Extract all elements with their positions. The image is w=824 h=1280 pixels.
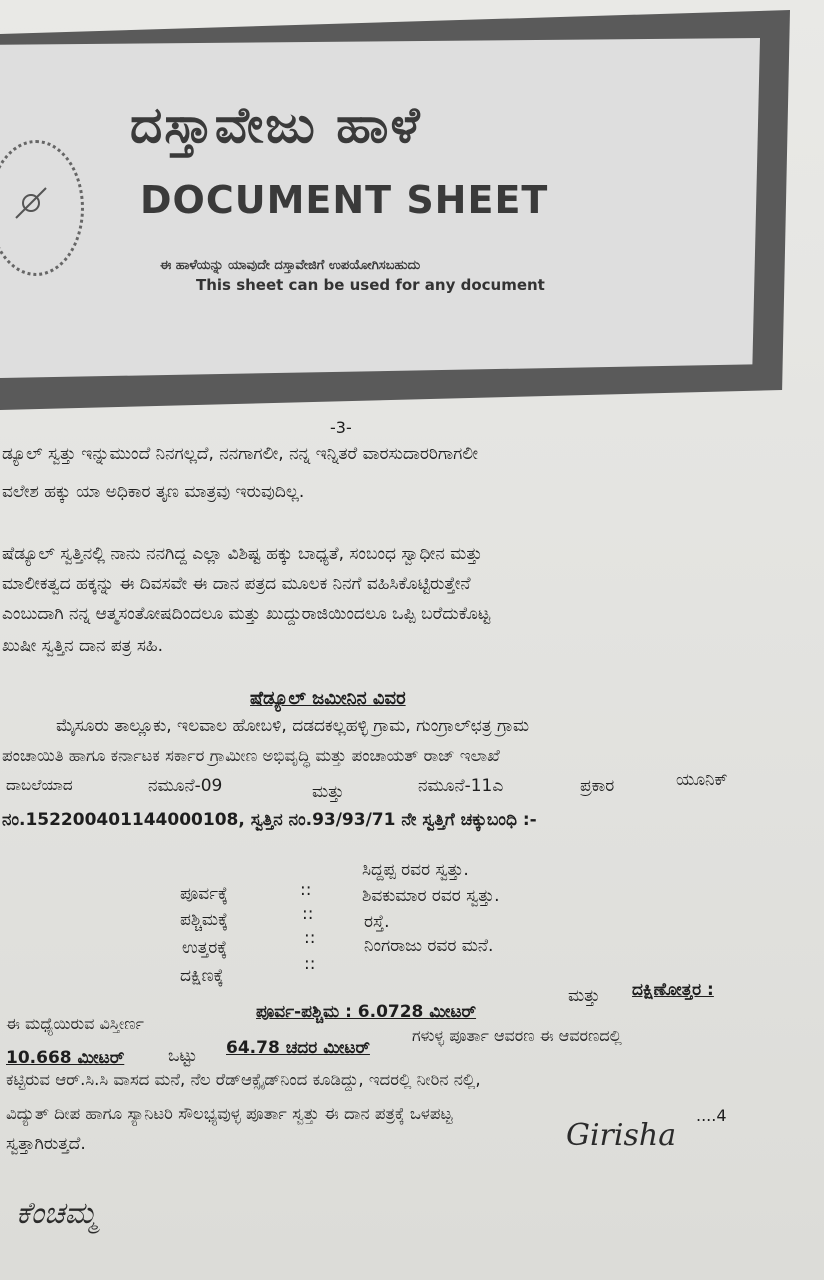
- header-subtitle-kannada: ಈ ಹಾಳೆಯನ್ನು ಯಾವುದೇ ದಸ್ತಾವೇಜಿಗೆ ಉಪಯೋಗಿಸಬಹುದು: [160, 258, 421, 273]
- measure-text: ಒಟ್ಟು: [168, 1046, 198, 1066]
- paragraph-line: ವಲೇಶ ಹಕ್ಕು ಯಾ ಅಧಿಕಾರ ತೃಣ ಮಾತ್ರವು ಇರುವುದಿಲ್ಲ.: [2, 482, 305, 502]
- measure-east-west: ಪೂರ್ವ-ಪಶ್ಚಿಮ : 6.0728 ಮೀಟರ್: [256, 1002, 477, 1022]
- paragraph-line: ಖುಷೀ ಸ್ವತ್ತಿನ ದಾನ ಪತ್ರ ಸಹಿ.: [2, 636, 163, 656]
- header-title-kannada: ದಸ್ತಾವೇಜು ಹಾಳೆ: [130, 96, 422, 154]
- schedule-word: ಮತ್ತು: [312, 782, 345, 802]
- boundary-separator: ::: [300, 880, 312, 900]
- boundary-value: ಶಿವಕುಮಾರ ರವರ ಸ್ವತ್ತು.: [362, 886, 500, 906]
- boundary-separator: ::: [304, 928, 316, 948]
- schedule-word: ದಾಬಲೆಯಾದ: [6, 776, 73, 794]
- boundary-separator: ::: [302, 904, 314, 924]
- boundary-value: ರಸ್ತೆ.: [364, 912, 390, 932]
- paragraph-line: ಎಂಬುದಾಗಿ ನನ್ನ ಆತ್ಮಸಂತೋಷದಿಂದಲೂ ಮತ್ತು ಖುದ್ದುರಾಜಿಯಿಂದಲೂ ಒಪ್ಪಿ ಬರೆದುಕೊಟ್ಟ: [2, 604, 491, 624]
- header-subtitle-english: This sheet can be used for any document: [196, 276, 545, 294]
- boundary-direction: ಪಶ್ಚಿಮಕ್ಕೆ: [180, 910, 229, 930]
- schedule-line: ನಂ.152200401144000108, ಸ್ವತ್ತಿನ ನಂ.93/93/71 ನೇ ಸ್ವತ್ತಿಗೆ ಚಕ್ಕುಬಂಧಿ :-: [2, 810, 537, 830]
- signature-girisha: Girisha: [566, 1118, 677, 1153]
- schedule-word: ನಮೂನೆ-09: [148, 776, 223, 796]
- measure-text: ಗಳುಳ್ಳ ಪೂರ್ತಾ ಆವರಣ ಈ ಆವರಣದಲ್ಲಿ: [412, 1026, 622, 1045]
- boundary-direction: ಪೂರ್ವಕ್ಕೆ: [180, 884, 228, 904]
- boundary-direction: ಉತ್ತರಕ್ಕೆ: [182, 938, 228, 958]
- schedule-line: ಮೈಸೂರು ತಾಲ್ಲೂಕು, ಇಲವಾಲ ಹೋಬಳಿ, ದಡದಕಲ್ಲಹಳ್ಳಿ ಗ್ರಾಮ, ಗುಂಗ್ರಾಲ್‌ಛತ್ರ ಗ್ರಾಮ: [56, 716, 530, 736]
- measure-text: ಮತ್ತು: [568, 986, 601, 1006]
- schedule-heading: ಷೆಡ್ಯೂಲ್ ಜಮೀನಿನ ವಿವರ: [250, 688, 406, 709]
- header-title-english: DOCUMENT SHEET: [140, 178, 549, 222]
- measure-text: ಈ ಮಧ್ಯೆಯಿರುವ ವಿಸ್ತೀರ್ಣ: [6, 1014, 144, 1033]
- measure-text: ವಿದ್ಯುತ್ ದೀಪ ಹಾಗೂ ಸ್ಯಾನಿಟರಿ ಸೌಲಭ್ಯವುಳ್ಳ ಪೂರ್ತಾ ಸ್ವತ್ತು ಈ ದಾನ ಪತ್ರಕ್ಕೆ ಒಳಪಟ್ಟ: [6, 1104, 453, 1123]
- schedule-word: ಪ್ರಕಾರ: [580, 776, 615, 796]
- measure-text: ಸ್ವತ್ತಾಗಿರುತ್ತದೆ.: [6, 1134, 86, 1154]
- paragraph-line: ಡ್ಯೂಲ್ ಸ್ವತ್ತು ಇನ್ನುಮುಂದೆ ನಿನಗಲ್ಲದೆ, ನನಗಾಗಲೀ, ನನ್ನ ಇನ್ನಿತರೆ ವಾರಸುದಾರರಿಗಾಗಲೀ: [2, 444, 478, 464]
- boundary-separator: ::: [304, 954, 316, 974]
- page-number: -3-: [330, 418, 352, 437]
- boundary-value: ಸಿದ್ದಪ್ಪ ರವರ ಸ್ವತ್ತು.: [362, 860, 469, 880]
- schedule-word: ನಮೂನೆ-11ಎ: [418, 776, 504, 796]
- seal-emblem-icon: [11, 183, 51, 223]
- measure-length: 10.668 ಮೀಟರ್: [6, 1048, 125, 1068]
- boundary-direction: ದಕ್ಷಿಣಕ್ಕೆ: [180, 966, 224, 986]
- measure-area: 64.78 ಚದರ ಮೀಟರ್: [226, 1038, 370, 1058]
- paragraph-line: ಷೆಡ್ಯೂಲ್ ಸ್ವತ್ತಿನಲ್ಲಿ ನಾನು ನನಗಿದ್ದ ಎಲ್ಲಾ ವಿಶಿಷ್ಟ ಹಕ್ಕು ಬಾಧ್ಯತೆ, ಸಂಬಂಧ ಸ್ವಾಧೀನ ಮತ್ತು: [2, 544, 483, 564]
- boundary-value: ನಿಂಗರಾಜು ರವರ ಮನೆ.: [364, 936, 494, 956]
- schedule-line: ಪಂಚಾಯಿತಿ ಹಾಗೂ ಕರ್ನಾಟಕ ಸರ್ಕಾರ ಗ್ರಾಮೀಣ ಅಭಿವೃದ್ಧಿ ಮತ್ತು ಪಂಚಾಯತ್ ರಾಜ್ ಇಲಾಖೆ: [2, 746, 500, 765]
- schedule-word: ಯೂನಿಕ್: [676, 770, 728, 790]
- continued-marker: ....4: [696, 1106, 727, 1125]
- measure-north-south: ದಕ್ಷಿಣೋತ್ತರ :: [632, 980, 714, 1000]
- measure-text: ಕಟ್ಟಿರುವ ಆರ್.ಸಿ.ಸಿ ವಾಸದ ಮನೆ, ನೆಲ ರೆಡ್‌ಆಕ್ಸೈಡ್‌ನಿಂದ ಕೂಡಿದ್ದು, ಇದರಲ್ಲಿ ನೀರಿನ ನಲ್ಲಿ,: [6, 1070, 481, 1089]
- signature-left: ಕೆಂಚಮ್ಮ: [16, 1196, 98, 1231]
- paragraph-line: ಮಾಲೀಕತ್ವದ ಹಕ್ಕನ್ನು ಈ ದಿವಸವೇ ಈ ದಾನ ಪತ್ರದ ಮೂಲಕ ನಿನಗೆ ವಹಿಸಿಕೊಟ್ಟಿರುತ್ತೇನೆ: [2, 574, 471, 594]
